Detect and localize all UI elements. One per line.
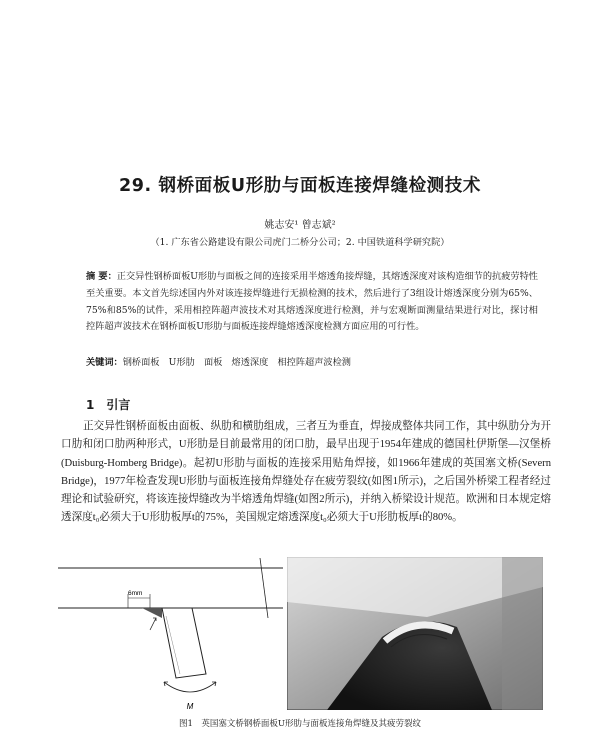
keywords-text: 钢桥面板 U形肋 面板 熔透深度 相控阵超声波检测 (122, 357, 351, 368)
body-paragraph: 正交异性钢桥面板由面板、纵肋和横肋组成，三者互为垂直，焊接成整体共同工作，其中纵肋分为开口肋和闭口肋两种形式，U形肋是目前最常用的闭口肋，最早出现于1954年建成的德国杜伊斯堡—汉堡桥(Duisburg-Homberg Bridge)。起初U形肋与面板的连接采用贴角焊接，如1966年建成的英国塞文桥(Severn Bridge)，1977年检查发现U形肋与面板连接角焊缝处存在疲劳裂纹(如图1所示)，之后国外桥梁工程者经过理论和试验研究，将该连接焊缝改为半熔透角焊缝(如图2所示)，并纳入桥梁设计规范。欧洲和日本规定熔透深度t₀必须大于U形肋板厚t的75%，美国规定熔透深度t₀必须大于U形肋板厚t的80%。 (61, 421, 551, 524)
crack-photograph (287, 557, 543, 710)
weld-schematic-figure (58, 556, 283, 712)
weld-bead (142, 608, 162, 618)
moment-label: M (186, 702, 194, 711)
u-rib-plate (162, 608, 206, 678)
abstract (86, 269, 538, 336)
crack-arrow (150, 618, 156, 630)
break-line (260, 558, 268, 618)
dimension-label: 6mm (128, 590, 143, 597)
section-heading: 1 引言 (86, 398, 131, 412)
figure-caption: 图1 英国塞文桥钢桥面板U形肋与面板连接角焊缝及其疲劳裂纹 (178, 719, 422, 729)
moment-arc (164, 682, 216, 692)
authors: 姚志安¹ 曾志斌² (264, 220, 336, 231)
keywords (86, 354, 538, 368)
affiliations: （1. 广东省公路建设有限公司虎门二桥分公司；2. 中国铁道科学研究院） (150, 237, 450, 248)
paper-title: 29. 钢桥面板U形肋与面板连接焊缝检测技术 (118, 176, 481, 196)
abstract-label: 摘 要： (86, 271, 117, 282)
keywords-label: 关键词： (86, 357, 123, 368)
abstract-text: 正交异性钢桥面板U形肋与面板之间的连接采用半熔透角接焊缝，其熔透深度对该构造细节的抗疲劳特性至关重要。本文首先综述国内外对该连接焊缝进行无损检测的技术，然后进行了3组设计熔透深度分别为65%、75%和85%的试件，采用相控阵超声波技术对其熔透深度进行检测，并与宏观断面测量结果进行对比，探讨相控阵超声波技术在钢桥面板U形肋与面板连接焊缝熔透深度检测方面应用的可行性。 (86, 271, 538, 333)
